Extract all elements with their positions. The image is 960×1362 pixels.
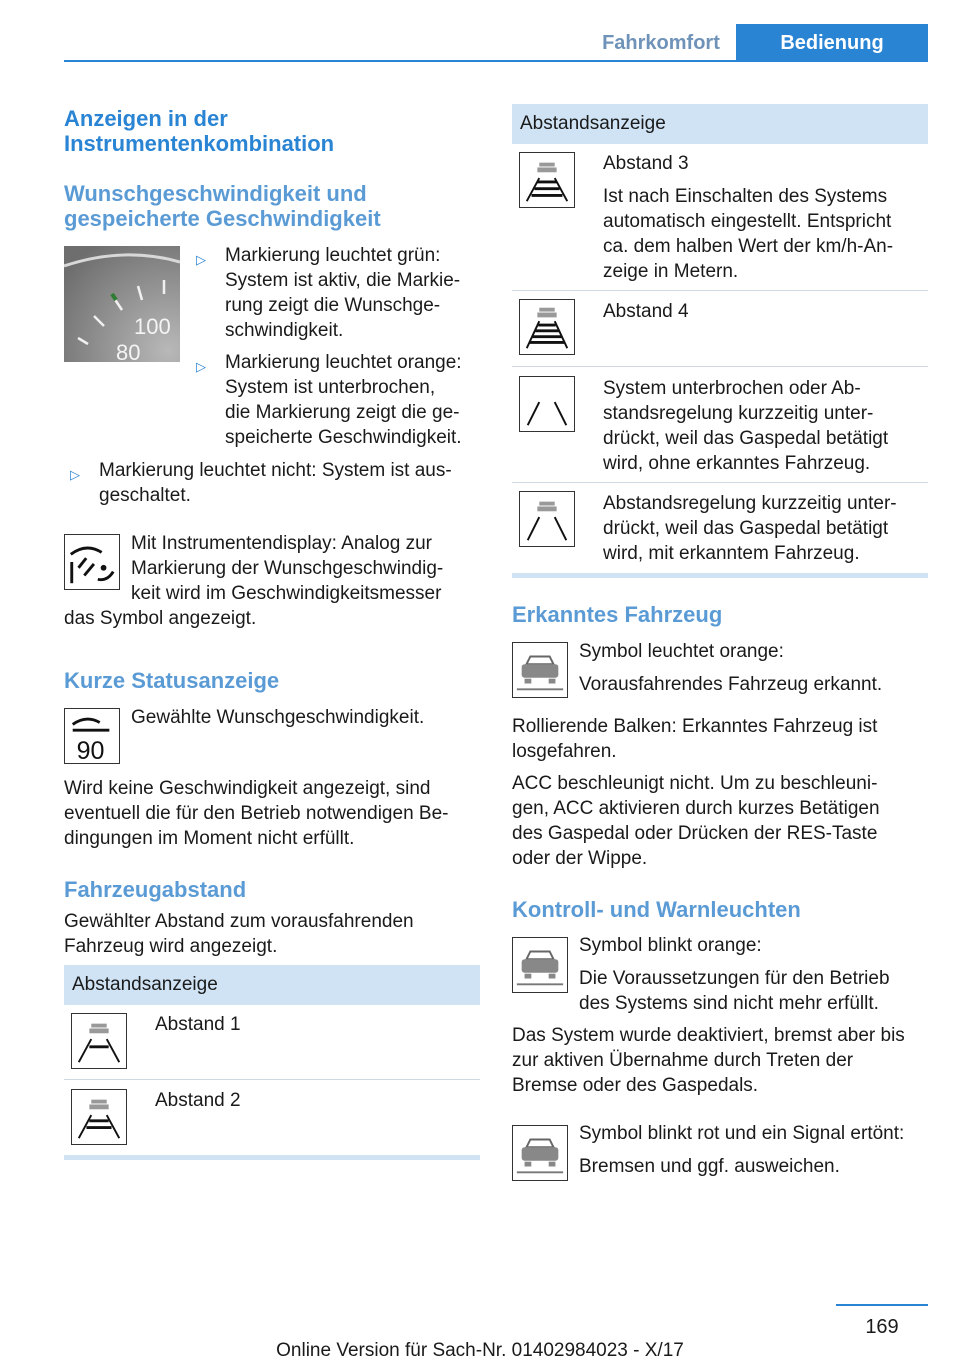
- r5-line1: System unterbrochen oder Ab-: [603, 378, 861, 399]
- keine-line1: Wird keine Geschwindigkeit angezeigt, sind: [64, 778, 431, 799]
- keine-line2: eventuell die für den Betrieb notwendigen Be-: [64, 803, 449, 824]
- blink-r-line2: Bremsen und ggf. ausweichen.: [579, 1156, 840, 1177]
- bullet1-line3: rung zeigt die Wunschge-: [225, 295, 441, 316]
- acc-line1: ACC beschleunigt nicht. Um zu beschleuni-: [512, 773, 878, 794]
- row-divider: [512, 366, 928, 367]
- triangle-bullet-icon: ▷: [196, 252, 206, 267]
- lane-with-vehicle-icon: [519, 491, 575, 547]
- bullet2-line3: die Markierung zeigt die ge-: [225, 402, 460, 423]
- bullet2-line1: Markierung leuchtet orange:: [225, 352, 462, 373]
- bullet3-line2: geschaltet.: [99, 485, 191, 506]
- vehicle-warning-icon: [512, 937, 568, 993]
- speed-marker-icon: [64, 534, 120, 590]
- heading-kurz: Kurze Statusanzeige: [64, 668, 280, 693]
- heading-kontroll: Kontroll- und Warnleuchten: [512, 897, 801, 922]
- r6-line2: drückt, weil das Gaspedal betätigt: [603, 518, 889, 539]
- row-divider: [512, 290, 928, 291]
- deakt-line2: zur aktiven Übernahme durch Treten der: [512, 1050, 854, 1071]
- row-divider: [64, 1079, 480, 1080]
- r6-line1: Abstandsregelung kurzzeitig unter-: [603, 493, 897, 514]
- r5-line2: standsregelung kurzzeitig unter-: [603, 403, 874, 424]
- distance-2-icon: [71, 1089, 127, 1145]
- heading-instrument-2: Instrumentenkombination: [64, 131, 335, 156]
- display-line1: Mit Instrumentendisplay: Analog zur: [131, 533, 432, 554]
- keine-line3: dingungen im Moment nicht erfüllt.: [64, 828, 355, 849]
- header-section: Fahrkomfort: [602, 32, 720, 54]
- blink-r-line1: Symbol blinkt rot und ein Signal ertönt:: [579, 1123, 905, 1144]
- header-chapter: Bedienung: [736, 24, 928, 62]
- table-end-left: [64, 1155, 480, 1160]
- triangle-bullet-icon: ▷: [70, 467, 80, 482]
- speedo-label-80: 80: [116, 340, 141, 362]
- table-header-right: Abstandsanzeige: [512, 104, 928, 144]
- abstand-line1: Gewählter Abstand zum vorausfahrenden: [64, 911, 414, 932]
- blink-o-line2: Die Voraussetzungen für den Betrieb: [579, 968, 890, 989]
- speed-90-label: 90: [76, 737, 105, 763]
- display-line2: Markierung der Wunschgeschwindig-: [131, 558, 444, 579]
- distance-4-icon: [519, 299, 575, 355]
- table-end-right: [512, 573, 928, 578]
- speedometer-image: [64, 246, 180, 362]
- deakt-line1: Das System wurde deaktiviert, bremst aber bis: [512, 1025, 905, 1046]
- roll-line1: Rollierende Balken: Erkanntes Fahrzeug ist: [512, 716, 878, 737]
- abstand-line2: Fahrzeug wird angezeigt.: [64, 936, 278, 957]
- table-row-abstand2: Abstand 2: [155, 1090, 241, 1111]
- bullet2-line4: speicherte Geschwindigkeit.: [225, 427, 462, 448]
- r3-line1: Abstand 3: [603, 153, 689, 174]
- bullet1-line1: Markierung leuchtet grün:: [225, 245, 441, 266]
- triangle-bullet-icon: ▷: [196, 359, 206, 374]
- speed-90-icon: [64, 708, 120, 764]
- heading-erkannt: Erkanntes Fahrzeug: [512, 602, 723, 627]
- blink-o-line1: Symbol blinkt orange:: [579, 935, 762, 956]
- erkannt-line2: Vorausfahrendes Fahrzeug erkannt.: [579, 674, 883, 695]
- r3-line2: Ist nach Einschalten des Systems: [603, 186, 888, 207]
- footer-text: Online Version für Sach-Nr. 01402984023 - X/17: [276, 1340, 684, 1361]
- bullet2-line2: System ist unterbrochen,: [225, 377, 436, 398]
- vehicle-detected-icon: [512, 642, 568, 698]
- r3-line5: zeige in Metern.: [603, 261, 739, 282]
- acc-line2: gen, ACC aktivieren durch kurzes Betätigen: [512, 798, 880, 819]
- distance-3-icon: [519, 152, 575, 208]
- r5-line4: wird, ohne erkanntes Fahrzeug.: [603, 453, 871, 474]
- r5-line3: drückt, weil das Gaspedal betätigt: [603, 428, 889, 449]
- speedo-label-100: 100: [134, 314, 171, 339]
- heading-abstand: Fahrzeugabstand: [64, 877, 247, 902]
- kurz-text: Gewählte Wunschgeschwindigkeit.: [131, 707, 425, 728]
- roll-line2: losgefahren.: [512, 741, 617, 762]
- lane-no-vehicle-icon: [519, 376, 575, 432]
- bullet1-line4: schwindigkeit.: [225, 320, 344, 341]
- erkannt-line1: Symbol leuchtet orange:: [579, 641, 784, 662]
- r3-line3: automatisch eingestellt. Entspricht: [603, 211, 892, 232]
- deakt-line3: Bremse oder des Gaspedals.: [512, 1075, 759, 1096]
- vehicle-alarm-icon: [512, 1125, 568, 1181]
- header-divider: [64, 60, 928, 62]
- bullet1-line2: System ist aktiv, die Markie-: [225, 270, 461, 291]
- bullet3-line1: Markierung leuchtet nicht: System ist aus-: [99, 460, 452, 481]
- footer-divider: [836, 1304, 928, 1306]
- r6-line3: wird, mit erkanntem Fahrzeug.: [603, 543, 860, 564]
- heading-instrument-1: Anzeigen in der: [64, 106, 228, 131]
- heading-wunsch-2: gespeicherte Geschwindigkeit: [64, 206, 381, 231]
- display-line3: keit wird im Geschwindigkeitsmesser: [131, 583, 442, 604]
- distance-1-icon: [71, 1013, 127, 1069]
- table-row-abstand1: Abstand 1: [155, 1014, 241, 1035]
- acc-line3: des Gaspedal oder Drücken der RES-Taste: [512, 823, 878, 844]
- r3-line4: ca. dem halben Wert der km/h-An-: [603, 236, 894, 257]
- blink-o-line3: des Systems sind nicht mehr erfüllt.: [579, 993, 879, 1014]
- row-divider: [512, 482, 928, 483]
- table-header-left: Abstandsanzeige: [64, 965, 480, 1005]
- page-number: 169: [865, 1316, 899, 1338]
- r4-text: Abstand 4: [603, 301, 689, 322]
- acc-line4: oder der Wippe.: [512, 848, 648, 869]
- display-line4: das Symbol angezeigt.: [64, 608, 257, 629]
- heading-wunsch-1: Wunschgeschwindigkeit und: [64, 181, 367, 206]
